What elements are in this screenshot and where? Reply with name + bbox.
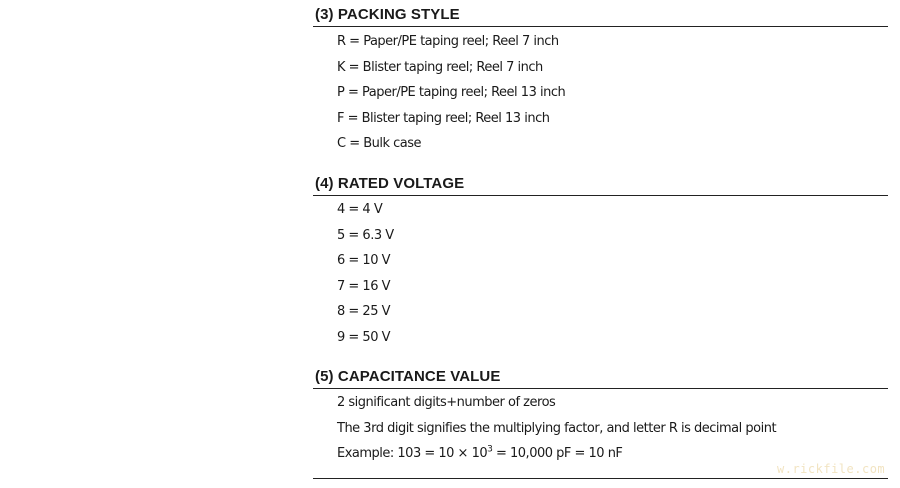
list-item: 8 = 25 V <box>337 304 390 320</box>
packing-style-list <box>313 29 888 157</box>
section-title: (5) CAPACITANCE VALUE <box>313 367 888 389</box>
list-item: 7 = 16 V <box>337 278 390 294</box>
capacitance-value-section <box>313 367 888 467</box>
example-prefix: Example: 103 = 10 × 10 <box>337 446 488 462</box>
list-item: 4 = 4 V <box>337 202 383 217</box>
list-item: C = Bulk case <box>337 136 422 152</box>
list-item: 9 = 50 V <box>337 329 390 345</box>
list-item: 5 = 6.3 V <box>337 227 394 243</box>
list-item: 6 = 10 V <box>337 253 390 269</box>
packing-style-section <box>313 5 888 157</box>
watermark: w.rickfile.com <box>777 462 886 476</box>
example-suffix: = 10,000 pF = 10 nF <box>492 446 623 462</box>
example-exponent: 3 <box>487 444 493 455</box>
capacitance-value-list <box>313 390 888 467</box>
list-item: 2 significant digits+number of zeros <box>337 395 556 410</box>
bottom-rule <box>313 478 888 479</box>
list-item: P = Paper/PE taping reel; Reel 13 inch <box>337 85 566 101</box>
list-item: R = Paper/PE taping reel; Reel 7 inch <box>337 34 559 49</box>
list-item: K = Blister taping reel; Reel 7 inch <box>337 59 543 75</box>
list-item: The 3rd digit signifies the multiplying factor, and letter R is decimal point <box>337 420 777 436</box>
rated-voltage-section <box>313 174 888 351</box>
list-item: F = Blister taping reel; Reel 13 inch <box>337 110 550 126</box>
rated-voltage-list <box>313 197 888 351</box>
section-title: (3) PACKING STYLE <box>313 5 888 27</box>
section-title: (4) RATED VOLTAGE <box>313 174 888 196</box>
